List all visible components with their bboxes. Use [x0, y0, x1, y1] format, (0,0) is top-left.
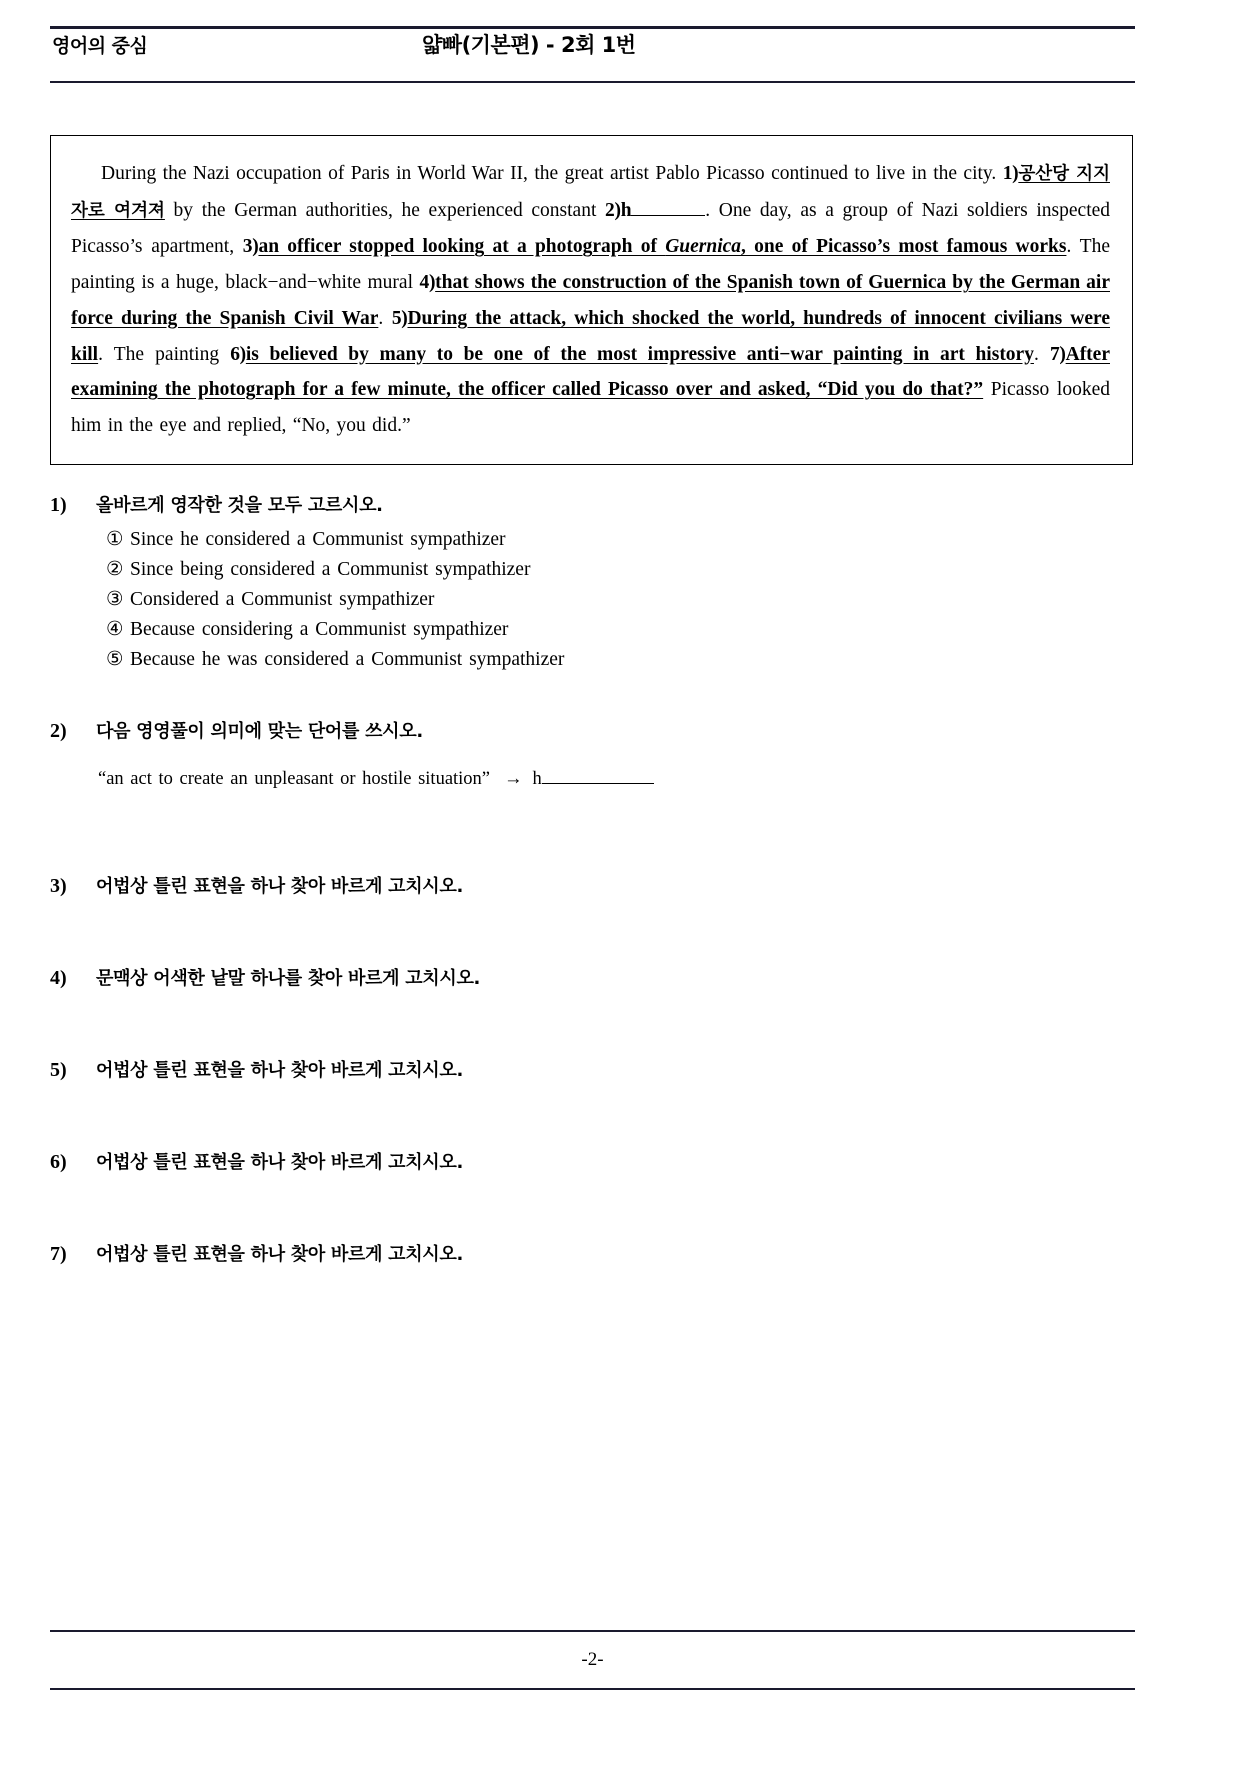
choice-5[interactable] [106, 645, 1133, 675]
header-bottom-rule [50, 81, 1135, 83]
question-1-prompt: 올바르게 영작한 것을 모두 고르시오. [96, 494, 383, 516]
header-row [50, 29, 1135, 81]
passage-segment-8: Picasso looked him in the eye and replied, “No, you did.” [71, 379, 1111, 436]
page-number: -2- [581, 1649, 604, 1670]
question-2 [50, 717, 1133, 790]
question-4-head [50, 964, 1133, 990]
question-6-number: 6) [50, 1150, 67, 1173]
spacer [50, 898, 1190, 964]
answer-prefix: h [532, 768, 542, 789]
question-7-prompt: 어법상 틀린 표현을 하나 찾아 바르게 고치시오. [96, 1243, 464, 1265]
choice-1[interactable] [106, 525, 1133, 555]
question-5 [50, 1056, 1133, 1082]
choice-2-label: Since being considered a Communist sympathizer [130, 558, 531, 580]
passage-marker-2: 2) [605, 199, 621, 221]
passage-underline-6: is believed by many to be one of the most impressive anti−war painting in art history [245, 343, 1034, 365]
brand-title: 영어의 중심 [52, 35, 148, 57]
choice-3-marker: ③ [106, 588, 124, 610]
question-3-head [50, 872, 1133, 898]
passage-segment-4: . The painting is a huge, black−and−white mural [71, 236, 1111, 294]
question-6-prompt: 어법상 틀린 표현을 하나 찾아 바르게 고치시오. [96, 1151, 464, 1173]
question-2-prompt: 다음 영영풀이 의미에 맞는 단어를 쓰시오. [96, 720, 423, 742]
choice-1-marker: ① [106, 528, 124, 550]
choice-3[interactable] [106, 585, 1133, 615]
choice-5-label: Because he was considered a Communist sympathizer [130, 648, 565, 670]
spacer [50, 990, 1190, 1056]
question-3-number: 3) [50, 874, 67, 897]
passage-underline-3b: , one of Picasso’s most famous works [741, 236, 1067, 258]
choice-2-marker: ② [106, 558, 124, 580]
passage-segment-3: . One day, as a group of Nazi soldiers inspected Picasso’s apartment, [71, 199, 1111, 258]
passage-underline-4: that shows the construction of the Spanish town of Guernica by the German air force during the Spanish Civil War [71, 272, 1110, 329]
question-1-choices [50, 525, 1133, 675]
passage-underline-5: During the attack, which shocked the world, hundreds of innocent civilians were kill [71, 307, 1111, 365]
question-2-answer-blank[interactable] [542, 783, 654, 784]
question-1-head [50, 491, 1133, 517]
passage-marker-5: 5) [391, 307, 408, 329]
question-6 [50, 1148, 1133, 1174]
reading-passage [71, 156, 1110, 444]
choice-4[interactable] [106, 615, 1133, 645]
worksheet-page [0, 26, 1240, 1780]
passage-hint-letter-2: h [620, 199, 632, 221]
question-3 [50, 872, 1133, 898]
question-7 [50, 1240, 1133, 1266]
definition-text: “an act to create an unpleasant or hostile situation” [98, 768, 491, 789]
passage-underline-3-italic: Guernica [665, 236, 742, 258]
question-2-head [50, 717, 1133, 743]
choice-5-marker: ⑤ [106, 648, 124, 670]
footer-body [50, 1632, 1135, 1688]
choice-3-label: Considered a Communist sympathizer [130, 588, 435, 610]
worksheet-title: 얇빠(기본편) - 2회 1번 [422, 33, 636, 57]
footer-bottom-rule [50, 1688, 1135, 1690]
question-1 [50, 491, 1133, 675]
question-6-head [50, 1148, 1133, 1174]
passage-segment-7: . [1033, 343, 1050, 365]
passage-segment-2: by the German authorities, he experienced constant [164, 199, 606, 221]
spacer [50, 1082, 1190, 1148]
passage-marker-6: 6) [230, 343, 246, 365]
question-2-number: 2) [50, 719, 67, 742]
question-5-prompt: 어법상 틀린 표현을 하나 찾아 바르게 고치시오. [96, 1059, 464, 1081]
question-4-prompt: 문맥상 어색한 낱말 하나를 찾아 바르게 고치시오. [96, 967, 481, 989]
question-7-head [50, 1240, 1133, 1266]
choice-4-label: Because considering a Communist sympathizer [130, 618, 509, 640]
question-3-prompt: 어법상 틀린 표현을 하나 찾아 바르게 고치시오. [96, 875, 464, 897]
page-header [50, 26, 1190, 83]
passage-segment-5: . [378, 307, 392, 329]
choice-2[interactable] [106, 555, 1133, 585]
passage-blank-2[interactable] [631, 215, 705, 216]
question-7-number: 7) [50, 1242, 67, 1265]
question-5-head [50, 1056, 1133, 1082]
question-2-definition-row [50, 769, 1133, 790]
passage-marker-1: 1) [1002, 163, 1019, 184]
question-4-number: 4) [50, 966, 67, 989]
passage-marker-7: 7) [1049, 343, 1066, 365]
question-4 [50, 964, 1133, 990]
passage-marker-3: 3) [242, 236, 259, 258]
passage-segment-6: . The painting [98, 343, 231, 365]
spacer [50, 790, 1190, 872]
passage-underline-1: 공산당 지지자로 여겨져 [71, 164, 1110, 221]
choice-4-marker: ④ [106, 618, 124, 640]
spacer [50, 675, 1190, 717]
passage-underline-3a: an officer stopped looking at a photograph of [258, 236, 666, 258]
question-1-number: 1) [50, 493, 67, 516]
passage-marker-4: 4) [419, 272, 436, 294]
question-5-number: 5) [50, 1058, 67, 1081]
spacer [50, 1174, 1190, 1240]
passage-segment-1: During the Nazi occupation of Paris in World War II, the great artist Pablo Picasso continued to live in the city. [101, 163, 1003, 184]
arrow-icon: → [504, 768, 523, 789]
page-footer [50, 1630, 1135, 1690]
passage-box [50, 135, 1133, 465]
passage-underline-7: After examining the photograph for a few minute, the officer called Picasso over and asked, “Did you do that?” [71, 343, 1110, 401]
choice-1-label: Since he considered a Communist sympathizer [130, 528, 506, 550]
